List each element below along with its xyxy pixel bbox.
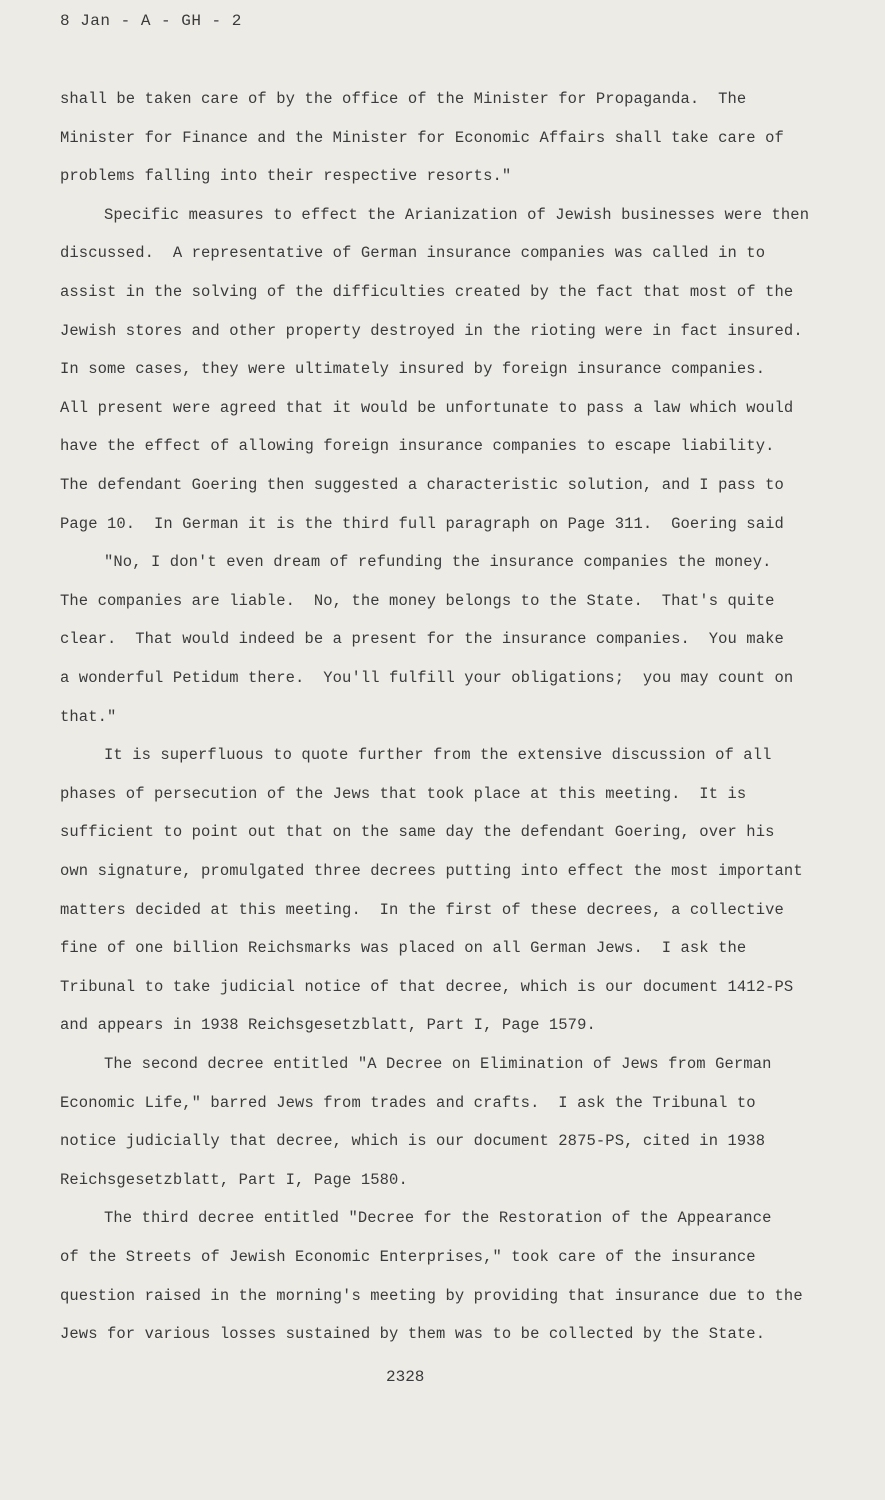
text-line: notice judicially that decree, which is our document 2875-PS, cited in 1938 [60,1132,766,1151]
text-line: Jewish stores and other property destroyed in the rioting were in fact insured. [60,321,803,340]
text-line: All present were agreed that it would be unfortunate to pass a law which would [60,398,794,417]
text-line: of the Streets of Jewish Economic Enterprises," took care of the insurance [60,1248,756,1266]
text-line: question raised in the morning's meeting by providing that insurance due to the [60,1286,803,1305]
text-line: The second decree entitled "A Decree on Elimination of Jews from German [104,1055,772,1073]
text-line: In some cases, they were ultimately insured by foreign insurance companies. [60,360,766,379]
page-header: 8 Jan - A - GH - 2 [60,12,242,30]
text-line: Reichsgesetzblatt, Part I, Page 1580. [60,1170,408,1189]
text-line: The third decree entitled "Decree for the Restoration of the Appearance [104,1209,772,1228]
text-line: Page 10. In German it is the third full paragraph on Page 311. Goering said [60,514,784,533]
text-line: Specific measures to effect the Arianization of Jewish businesses were then [104,205,810,224]
text-line: It is superfluous to quote further from the extensive discussion of all [104,746,772,765]
page-number: 2328 [386,1368,425,1386]
text-line: The defendant Goering then suggested a characteristic solution, and I pass to [60,476,784,494]
text-line: Tribunal to take judicial notice of that decree, which is our document 1412-PS [60,977,794,996]
text-line: The companies are liable. No, the money belongs to the State. That's quite [60,591,775,610]
text-line: assist in the solving of the difficulties created by the fact that most of the [60,283,794,301]
text-line: problems falling into their respective resorts." [60,167,512,186]
text-line: a wonderful Petidum there. You'll fulfill your obligations; you may count on [60,669,794,687]
text-line: discussed. A representative of German insurance companies was called in to [60,244,766,263]
text-line: fine of one billion Reichsmarks was placed on all German Jews. I ask the [60,939,747,958]
text-line: matters decided at this meeting. In the first of these decrees, a collective [60,900,784,919]
text-line: sufficient to point out that on the same day the defendant Goering, over his [60,823,775,842]
text-line: own signature, promulgated three decrees putting into effect the most important [60,862,803,880]
text-line: that." [60,707,117,726]
text-line: have the effect of allowing foreign insurance companies to escape liability. [60,437,775,456]
text-line: clear. That would indeed be a present for the insurance companies. You make [60,630,784,649]
text-line: and appears in 1938 Reichsgesetzblatt, Part I, Page 1579. [60,1016,596,1035]
text-line: Minister for Finance and the Minister for Economic Affairs shall take care of [60,128,784,147]
text-line: "No, I don't even dream of refunding the insurance companies the money. [104,553,772,572]
text-line: shall be taken care of by the office of the Minister for Propaganda. The [60,90,747,108]
text-line: Jews for various losses sustained by them was to be collected by the State. [60,1325,766,1344]
text-line: phases of persecution of the Jews that took place at this meeting. It is [60,784,747,803]
text-line: Economic Life," barred Jews from trades and crafts. I ask the Tribunal to [60,1093,756,1112]
